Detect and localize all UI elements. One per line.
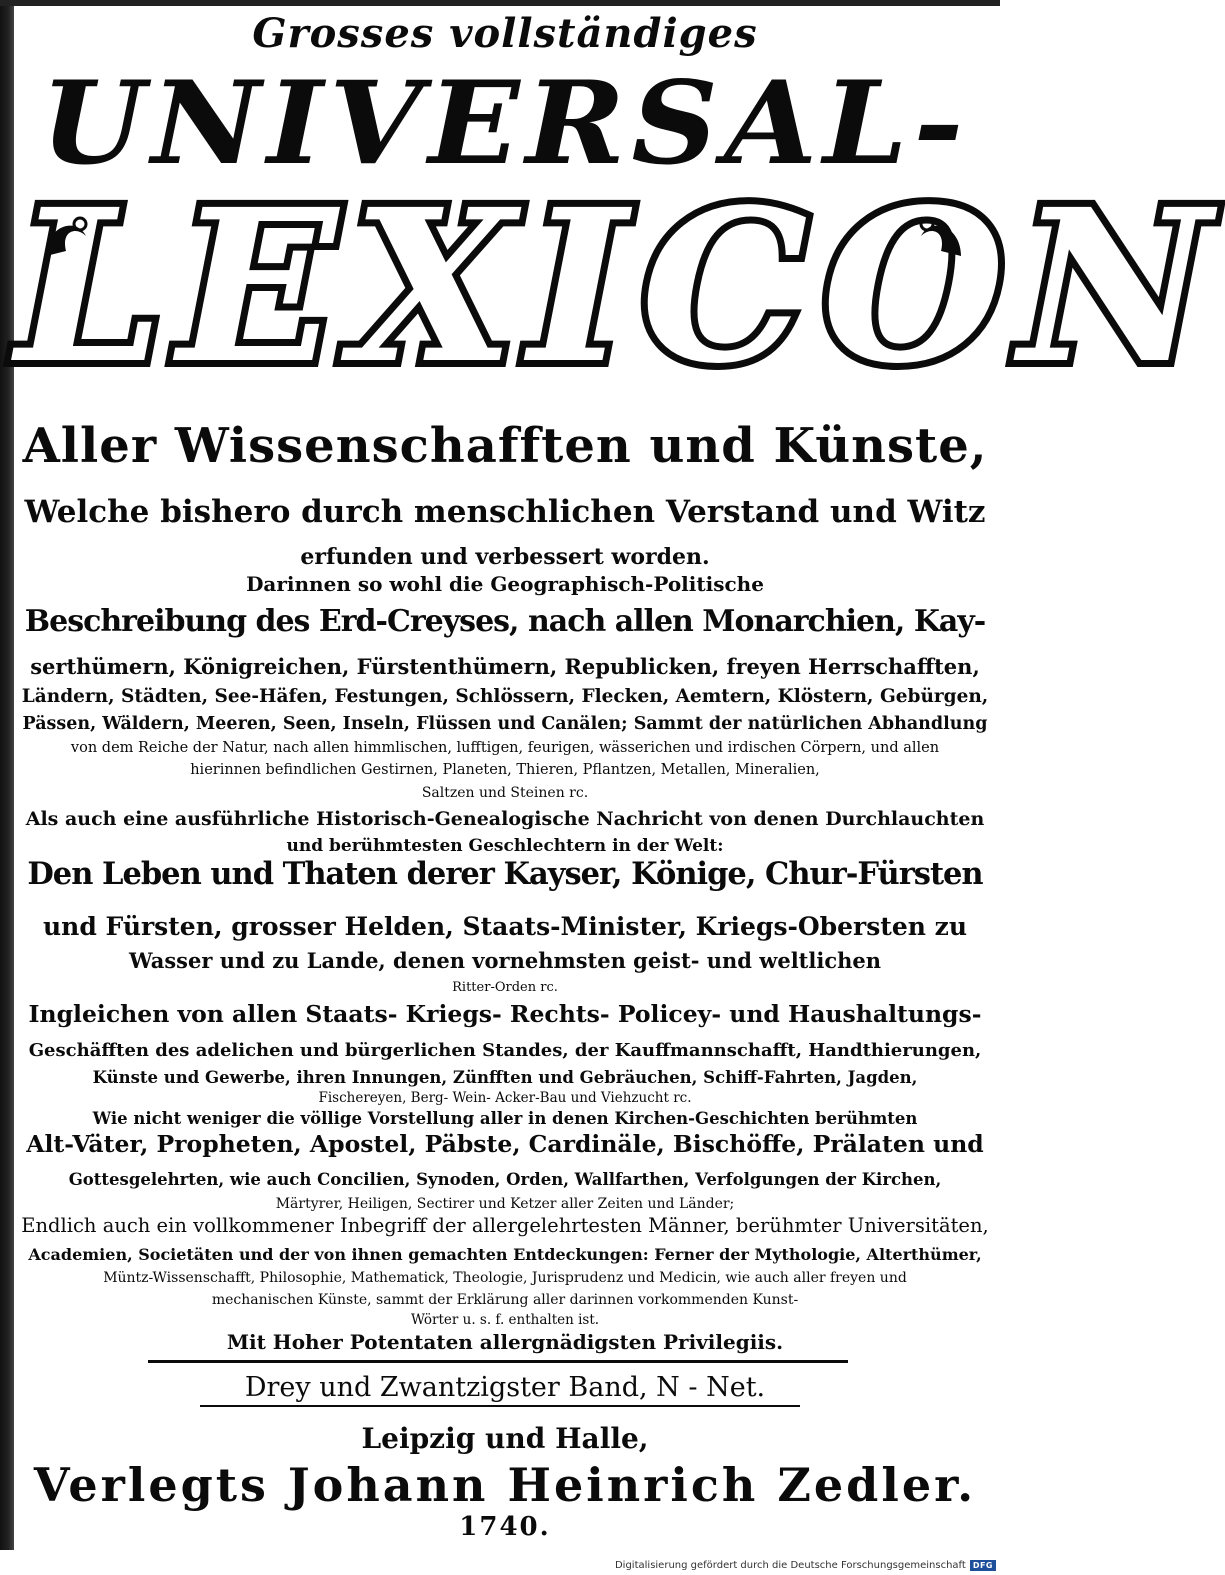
subtitle-gottes: Gottesgelehrten, wie auch Concilien, Synoden, Orden, Wallfarthen, Verfolgungen der Kirchen, [68, 1170, 942, 1189]
subtitle-paessen: Pässen, Wäldern, Meeren, Seen, Inseln, Flüssen und Canälen; Sammt der natürlichen Abhandlung [22, 714, 988, 734]
acanthus-ornament-icon [911, 206, 971, 266]
subtitle-wasser: Wasser und zu Lande, denen vornehmsten geist- und weltlichen [128, 948, 882, 973]
divider-rule [200, 1405, 800, 1407]
imprint-place: Leipzig und Halle, [361, 1422, 649, 1455]
subtitle-undberuehmt: und berühmtesten Geschlechtern in der Welt: [286, 836, 724, 856]
scan-edge-left [0, 0, 14, 1550]
digitization-credit [615, 1560, 996, 1571]
subtitle-saltzen: Saltzen und Steinen rc. [421, 785, 589, 801]
subtitle-undfuersten: und Fürsten, grosser Helden, Staats-Minister, Kriegs-Obersten zu [42, 912, 968, 941]
volume-label: Drey und Zwantzigster Band, N - Net. [244, 1372, 766, 1403]
imprint-publisher: Verlegts Johann Heinrich Zedler. [33, 1458, 977, 1512]
subtitle-endlich: Endlich auch ein vollkommener Inbegriff der allergelehrtesten Männer, berühmter Universitäten, [21, 1214, 989, 1237]
subtitle-serthuemern: serthümern, Königreichen, Fürstenthümern, Republicken, freyen Herrschafften, [30, 654, 980, 679]
subtitle-aller: Aller Wissenschafften und Künste, [22, 418, 988, 474]
subtitle-welche: Welche bishero durch menschlichen Verstand und Witz [24, 494, 986, 530]
subtitle-wienicht: Wie nicht weniger die völlige Vorstellung aller in denen Kirchen-Geschichten berühmten [92, 1109, 918, 1128]
subtitle-muentz: Müntz-Wissenschafft, Philosophie, Mathematick, Theologie, Jurisprudenz und Medicin, wie auch aller freyen und [103, 1270, 907, 1286]
subtitle-alsauch: Als auch eine ausführliche Historisch-Genealogische Nachricht von denen Durchlauchten [25, 808, 985, 830]
subtitle-geschaefften: Geschäfften des adelichen und bürgerlichen Standes, der Kauffmannschafft, Handthierungen, [28, 1040, 982, 1061]
subtitle-denleben: Den Leben und Thaten derer Kayser, Könige, Chur-Fürsten [27, 856, 983, 892]
subtitle-darinnen: Darinnen so wohl die Geographisch-Politische [246, 572, 764, 596]
subtitle-academien: Academien, Societäten und der von ihnen gemachten Entdeckungen: Ferner der Mythologie, Alterthümer, [28, 1245, 982, 1264]
subtitle-kuenste: Künste und Gewerbe, ihren Innungen, Zünfften und Gebräuchen, Schiff-Fahrten, Jagden, [92, 1068, 918, 1087]
subtitle-beschreibung: Beschreibung des Erd-Creyses, nach allen Monarchien, Kay- [24, 604, 986, 639]
subtitle-altvaeter: Alt-Väter, Propheten, Apostel, Päbste, Cardinäle, Bischöffe, Prälaten und [26, 1130, 984, 1158]
title-line-3: LEXICON [16, 163, 1225, 410]
subtitle-ingleichen: Ingleichen von allen Staats- Kriegs- Rechts- Policey- und Haushaltungs- [28, 1000, 982, 1028]
subtitle-fischereyen: Fischereyen, Berg- Wein- Acker-Bau und Viehzucht rc. [318, 1090, 692, 1106]
divider-rule [148, 1360, 848, 1363]
subtitle-maertyrer: Märtyrer, Heiligen, Sectirer und Ketzer aller Zeiten und Länder; [275, 1196, 735, 1212]
title-page [16, 6, 1225, 1551]
subtitle-privilegien: Mit Hoher Potentaten allergnädigsten Privilegiis. [226, 1330, 784, 1354]
subtitle-mechanischen: mechanischen Künste, sammt der Erklärung aller darinnen vorkommenden Kunst- [211, 1292, 799, 1308]
subtitle-woerter: Wörter u. s. f. enthalten ist. [410, 1312, 600, 1328]
dfg-logo-icon: DFG [970, 1560, 996, 1571]
subtitle-vondem: von dem Reiche der Natur, nach allen himmlischen, lufftigen, feurigen, wässerichen und irdischen Cörpern, und allen [70, 740, 940, 756]
subtitle-ritter: Ritter-Orden rc. [452, 980, 558, 995]
subtitle-erfunden: erfunden und verbessert worden. [300, 544, 710, 570]
subtitle-hierinnen: hierinnen befindlichen Gestirnen, Planeten, Thieren, Pflantzen, Metallen, Mineralien, [190, 762, 820, 778]
title-line-2: UNIVERSAL- [40, 56, 970, 191]
subtitle-laendern: Ländern, Städten, See-Häfen, Festungen, Schlössern, Flecken, Aemtern, Klöstern, Gebürgen, [21, 686, 989, 707]
imprint-year: 1740. [459, 1512, 551, 1542]
credit-text: Digitalisierung gefördert durch die Deutsche Forschungsgemeinschaft [614, 1560, 966, 1571]
acanthus-ornament-icon [36, 206, 96, 266]
title-line-1: Grosses vollständiges [252, 10, 758, 57]
